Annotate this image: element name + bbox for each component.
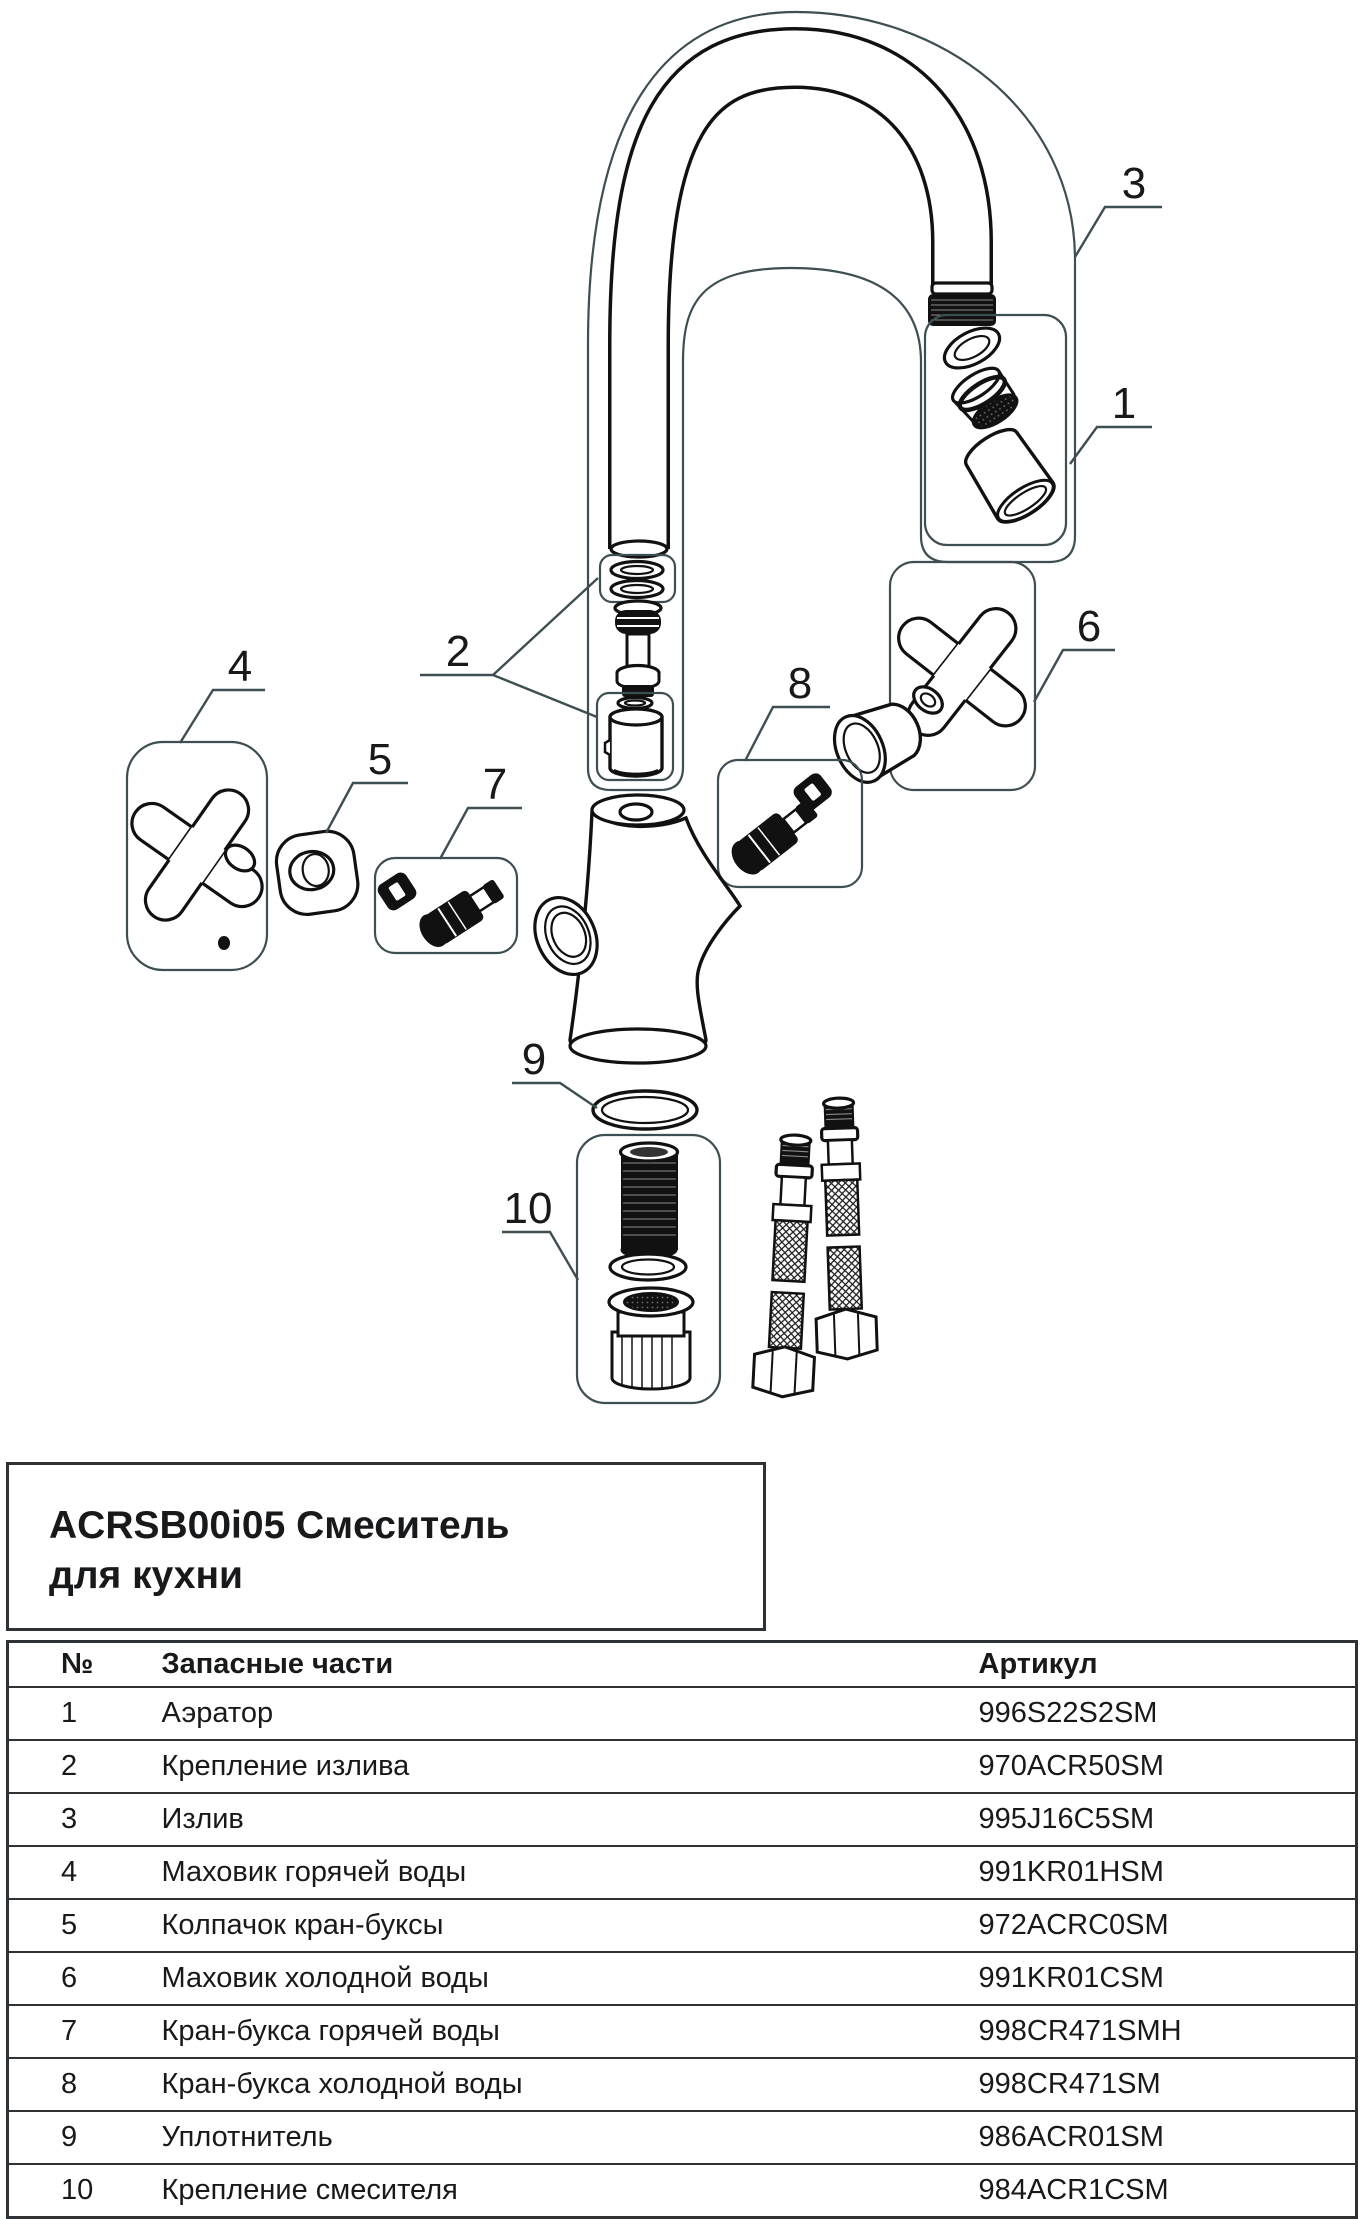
mounting-washer bbox=[610, 1254, 686, 1280]
header-sku: Артикул bbox=[973, 1642, 1357, 1688]
cell-sku: 984ACR1CSM bbox=[973, 2164, 1357, 2218]
callout-label-10: 10 bbox=[503, 1184, 553, 1233]
cell-no: 6 bbox=[8, 1952, 156, 2005]
cell-no: 4 bbox=[8, 1846, 156, 1899]
callout-8 bbox=[745, 659, 830, 761]
spare-parts-table bbox=[6, 1640, 1358, 2219]
cell-sku: 995J16C5SM bbox=[973, 1793, 1357, 1846]
cell-no: 1 bbox=[8, 1687, 156, 1740]
valve-cap bbox=[273, 828, 361, 918]
cell-name: Аэратор bbox=[156, 1687, 973, 1740]
hot-cartridge-nut bbox=[375, 870, 419, 913]
table-header-row bbox=[8, 1642, 1357, 1688]
callout-label-8: 8 bbox=[787, 659, 813, 708]
spout-mount-group bbox=[597, 555, 675, 780]
cell-name: Кран-букса горячей воды bbox=[156, 2005, 973, 2058]
cold-cartridge-body bbox=[725, 792, 823, 880]
faucet-body bbox=[523, 795, 740, 1063]
callout-1 bbox=[1070, 379, 1152, 464]
cell-no: 7 bbox=[8, 2005, 156, 2058]
hot-handle-cross bbox=[93, 751, 302, 960]
spout-tube bbox=[611, 58, 996, 557]
callout-5 bbox=[326, 735, 408, 833]
cold-cartridge-group bbox=[718, 760, 862, 887]
callout-label-3: 3 bbox=[1121, 159, 1147, 208]
table-row bbox=[8, 1899, 1357, 1952]
callout-label-7: 7 bbox=[482, 760, 508, 809]
callout-2 bbox=[420, 578, 598, 717]
callout-label-2: 2 bbox=[445, 627, 471, 676]
header-name: Запасные части bbox=[156, 1642, 973, 1688]
cell-no: 9 bbox=[8, 2111, 156, 2164]
cell-name: Кран-букса холодной воды bbox=[156, 2058, 973, 2111]
table-row bbox=[8, 1846, 1357, 1899]
cell-no: 5 bbox=[8, 1899, 156, 1952]
cell-name: Колпачок кран-буксы bbox=[156, 1899, 973, 1952]
mount-orings bbox=[611, 562, 663, 598]
cell-name: Маховик холодной воды bbox=[156, 1952, 973, 2005]
table-row bbox=[8, 1740, 1357, 1793]
product-title-line1: ACRSB00i05 Смеситель bbox=[49, 1504, 510, 1547]
base-gasket bbox=[593, 1091, 697, 1129]
cell-sku: 996S22S2SM bbox=[973, 1687, 1357, 1740]
callout-6 bbox=[1034, 602, 1115, 702]
cell-name: Излив bbox=[156, 1793, 973, 1846]
cell-sku: 998CR471SM bbox=[973, 2058, 1357, 2111]
callout-label-4: 4 bbox=[227, 642, 253, 691]
table-row bbox=[8, 2111, 1357, 2164]
cell-sku: 991KR01CSM bbox=[973, 1952, 1357, 2005]
flex-hose-right bbox=[808, 1097, 877, 1360]
cell-name: Маховик горячей воды bbox=[156, 1846, 973, 1899]
hot-cartridge-body bbox=[414, 873, 509, 952]
hot-cartridge-group bbox=[375, 858, 517, 953]
mount-stem bbox=[615, 601, 661, 697]
cell-sku: 991KR01HSM bbox=[973, 1846, 1357, 1899]
callout-label-9: 9 bbox=[521, 1035, 547, 1084]
cell-name: Уплотнитель bbox=[156, 2111, 973, 2164]
table-row bbox=[8, 2005, 1357, 2058]
table-row bbox=[8, 1952, 1357, 2005]
mount-sleeve bbox=[605, 698, 662, 777]
callout-4 bbox=[180, 642, 265, 743]
callout-7 bbox=[440, 760, 522, 859]
product-title-box bbox=[6, 1462, 766, 1631]
callout-label-5: 5 bbox=[367, 735, 393, 784]
cell-name: Крепление излива bbox=[156, 1740, 973, 1793]
table-row bbox=[8, 1687, 1357, 1740]
table-row bbox=[8, 2164, 1357, 2218]
mounting-stud bbox=[621, 1143, 679, 1259]
cell-sku: 998CR471SMH bbox=[973, 2005, 1357, 2058]
cell-sku: 972ACRC0SM bbox=[973, 1899, 1357, 1952]
header-no: № bbox=[8, 1642, 156, 1688]
cell-no: 3 bbox=[8, 1793, 156, 1846]
aerator-shell bbox=[957, 421, 1060, 530]
callout-label-1: 1 bbox=[1111, 379, 1137, 428]
handle-index-dot bbox=[218, 936, 230, 950]
cell-name: Крепление смесителя bbox=[156, 2164, 973, 2218]
mounting-flange-nut bbox=[609, 1288, 693, 1389]
callout-10 bbox=[502, 1184, 578, 1280]
callout-3 bbox=[1075, 159, 1162, 257]
flex-hose-left bbox=[752, 1134, 826, 1399]
callout-label-6: 6 bbox=[1076, 602, 1102, 651]
hot-handle-group bbox=[93, 742, 302, 970]
cell-sku: 970ACR50SM bbox=[973, 1740, 1357, 1793]
spout-thread bbox=[928, 283, 996, 326]
cell-sku: 986ACR01SM bbox=[973, 2111, 1357, 2164]
cell-no: 8 bbox=[8, 2058, 156, 2111]
product-title-line2: для кухни bbox=[49, 1554, 244, 1597]
mounting-kit-group bbox=[577, 1135, 720, 1403]
table-row bbox=[8, 2058, 1357, 2111]
aerator-group bbox=[925, 315, 1066, 545]
cell-no: 10 bbox=[8, 2164, 156, 2218]
cell-no: 2 bbox=[8, 1740, 156, 1793]
aerator-insert bbox=[947, 362, 1022, 437]
table-row bbox=[8, 1793, 1357, 1846]
